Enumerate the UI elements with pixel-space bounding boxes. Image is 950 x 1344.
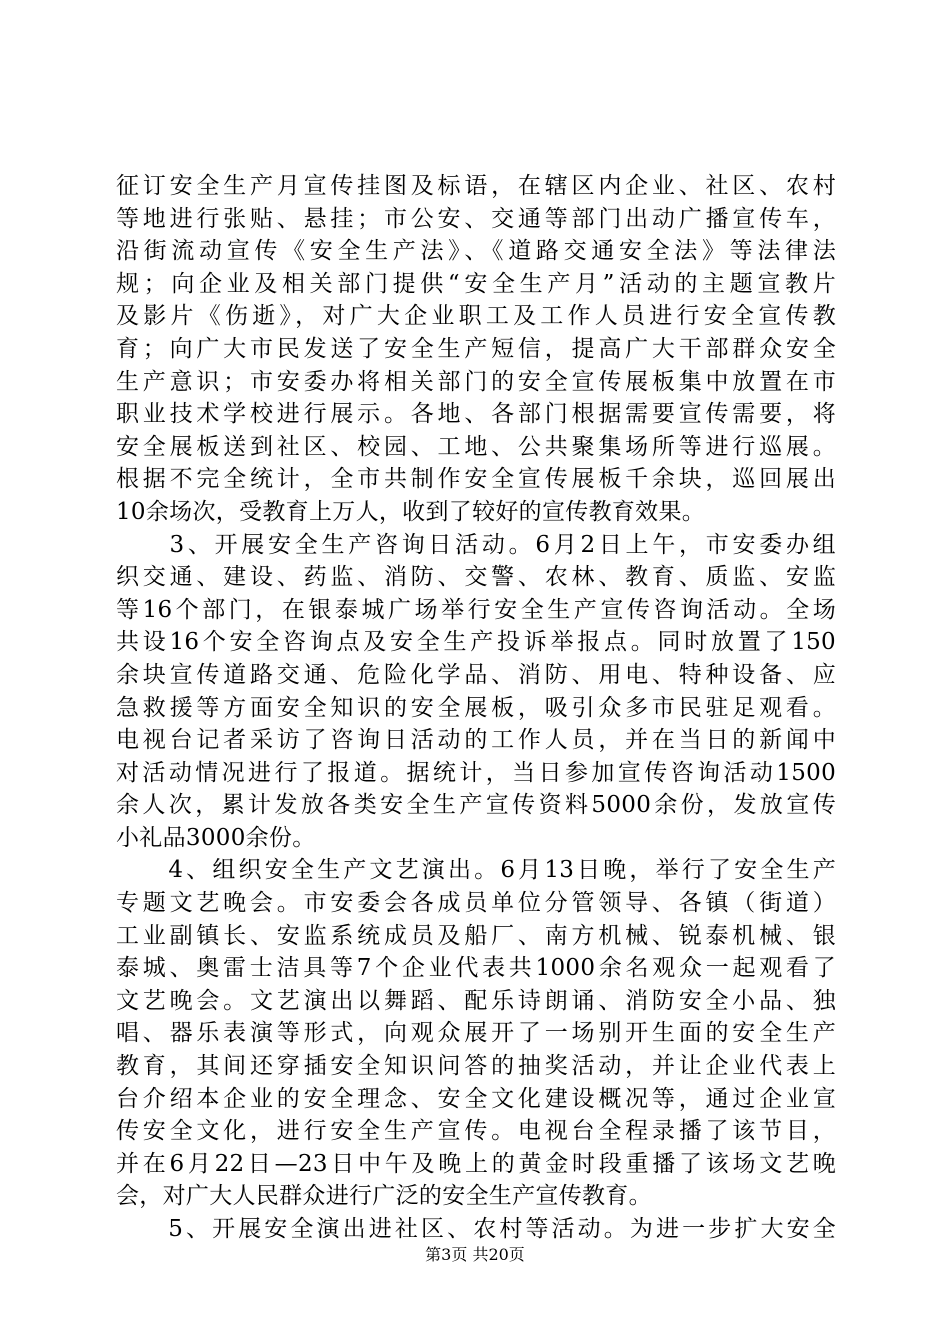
text-line: 生产意识；市安委办将相关部门的安全宣传展板集中放置在市 xyxy=(116,368,836,395)
text-line: 专题文艺晚会。市安委会各成员单位分管领导、各镇（街道） xyxy=(116,890,836,917)
text-line: 及影片《伤逝》，对广大企业职工及工作人员进行安全宣传教 xyxy=(116,303,836,330)
text-line: 5、开展安全演出进社区、农村等活动。为进一步扩大安全 xyxy=(116,1216,836,1242)
text-line: 唱、器乐表演等形式，向观众展开了一场别开生面的安全生产 xyxy=(116,1020,836,1047)
text-line: 台介绍本企业的安全理念、安全文化建设概况等，通过企业宣 xyxy=(116,1085,836,1112)
text-line: 电视台记者采访了咨询日活动的工作人员，并在当日的新闻中 xyxy=(116,727,836,754)
text-line: 余块宣传道路交通、危险化学品、消防、用电、特种设备、应 xyxy=(116,661,836,688)
text-line: 3、开展安全生产咨询日活动。6月2日上午，市安委办组 xyxy=(116,531,836,558)
text-line: 根据不完全统计，全市共制作安全宣传展板千余块，巡回展出 xyxy=(116,466,836,493)
text-line: 小礼品3000余份。 xyxy=(116,824,316,851)
text-line: 传安全文化，进行安全生产宣传。电视台全程录播了该节目， xyxy=(116,1118,836,1145)
text-line: 织交通、建设、药监、消防、交警、农林、教育、质监、安监 xyxy=(116,564,836,591)
text-line: 安全展板送到社区、校园、工地、公共聚集场所等进行巡展。 xyxy=(116,433,836,460)
text-line: 泰城、奥雷士洁具等7个企业代表共1000余名观众一起观看了 xyxy=(116,955,836,982)
page-footer: 第3页 共20页 xyxy=(425,1245,525,1264)
text-line: 职业技术学校进行展示。各地、各部门根据需要宣传需要，将 xyxy=(116,401,836,428)
body-text xyxy=(116,170,836,1246)
text-line: 等地进行张贴、悬挂；市公安、交通等部门出动广播宣传车， xyxy=(116,205,836,232)
text-line: 会，对广大人民群众进行广泛的安全生产宣传教育。 xyxy=(116,1183,652,1210)
text-line: 文艺晚会。文艺演出以舞蹈、配乐诗朗诵、消防安全小品、独 xyxy=(116,987,836,1014)
text-line: 规；向企业及相关部门提供“安全生产月”活动的主题宣教片 xyxy=(116,270,836,297)
text-line: 育；向广大市民发送了安全生产短信，提高广大干部群众安全 xyxy=(116,335,836,362)
text-line: 等16个部门，在银泰城广场举行安全生产宣传咨询活动。全场 xyxy=(116,596,836,623)
text-line: 并在6月22日—23日中午及晚上的黄金时段重播了该场文艺晚 xyxy=(116,1150,836,1177)
text-line: 余人次，累计发放各类安全生产宣传资料5000余份，发放宣传 xyxy=(116,792,836,819)
text-line: 沿街流动宣传《安全生产法》、《道路交通安全法》等法律法 xyxy=(116,238,836,265)
text-line: 征订安全生产月宣传挂图及标语，在辖区内企业、社区、农村 xyxy=(116,173,836,199)
text-line: 教育，其间还穿插安全知识问答的抽奖活动，并让企业代表上 xyxy=(116,1053,836,1080)
text-line: 急救援等方面安全知识的安全展板，吸引众多市民驻足观看。 xyxy=(116,694,836,721)
text-line: 10余场次，受教育上万人，收到了较好的宣传教育效果。 xyxy=(116,498,706,525)
text-line: 共设16个安全咨询点及安全生产投诉举报点。同时放置了150 xyxy=(116,629,836,656)
text-line: 4、组织安全生产文艺演出。6月13日晚，举行了安全生产 xyxy=(116,857,836,884)
text-line: 对活动情况进行了报道。据统计，当日参加宣传咨询活动1500 xyxy=(116,759,836,786)
text-line: 工业副镇长、安监系统成员及船厂、南方机械、锐泰机械、银 xyxy=(116,922,836,949)
